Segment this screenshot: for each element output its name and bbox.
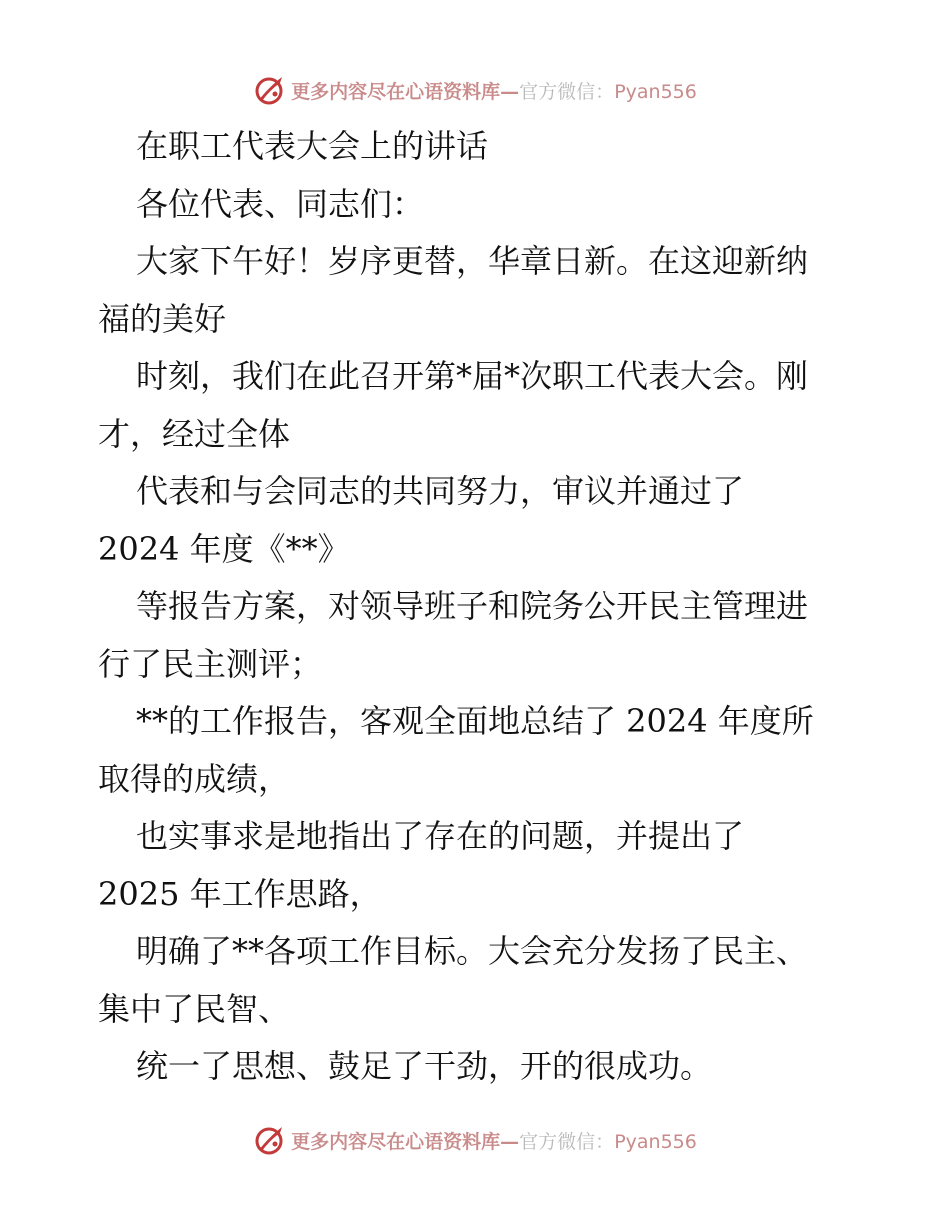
brush-logo-icon (253, 74, 285, 106)
speech-title: 在职工代表大会上的讲话 (136, 127, 489, 165)
watermark-main-text: 更多内容尽在心语资料库 (291, 1130, 501, 1153)
speech-body (98, 118, 854, 1096)
text-line: 2024 年度《**》 (98, 529, 350, 568)
text-line: 等报告方案，对领导班子和院务公开民主管理进 (136, 587, 809, 625)
text-line: 时刻，我们在此召开第*届*次职工代表大会。刚 (136, 357, 809, 395)
footer-watermark (0, 1120, 950, 1160)
watermark-id-text: Pyan556 (614, 1130, 697, 1153)
text-line: **的工作报告，客观全面地总结了 2024 年度所 (136, 702, 814, 740)
text-line: 才，经过全体 (98, 414, 291, 453)
header-watermark (0, 70, 950, 110)
text-line: 2025 年工作思路， (98, 874, 382, 913)
watermark-main-text: 更多内容尽在心语资料库 (291, 80, 501, 103)
text-line: 也实事求是地指出了存在的问题，并提出了 (136, 817, 745, 855)
watermark-sub-text: 官方微信： (519, 1130, 615, 1153)
text-line: 取得的成绩， (98, 759, 291, 798)
text-line: 集中了民智、 (98, 989, 291, 1028)
text-line: 明确了**各项工作目标。大会充分发扬了民主、 (136, 932, 809, 970)
watermark-id-text: Pyan556 (614, 80, 697, 103)
watermark-separator: — (500, 80, 520, 103)
text-line: 行了民主测评； (98, 644, 323, 683)
text-line: 各位代表、同志们： (136, 184, 425, 223)
text-line: 统一了思想、鼓足了干劲，开的很成功。 (136, 1047, 713, 1085)
text-line: 代表和与会同志的共同努力，审议并通过了 (136, 472, 745, 510)
watermark-sub-text: 官方微信： (519, 80, 615, 103)
watermark-separator: — (500, 1130, 520, 1153)
brush-logo-icon (253, 1124, 285, 1156)
text-line: 大家下午好！岁序更替，华章日新。在这迎新纳 (136, 242, 809, 280)
text-line: 福的美好 (98, 299, 227, 338)
